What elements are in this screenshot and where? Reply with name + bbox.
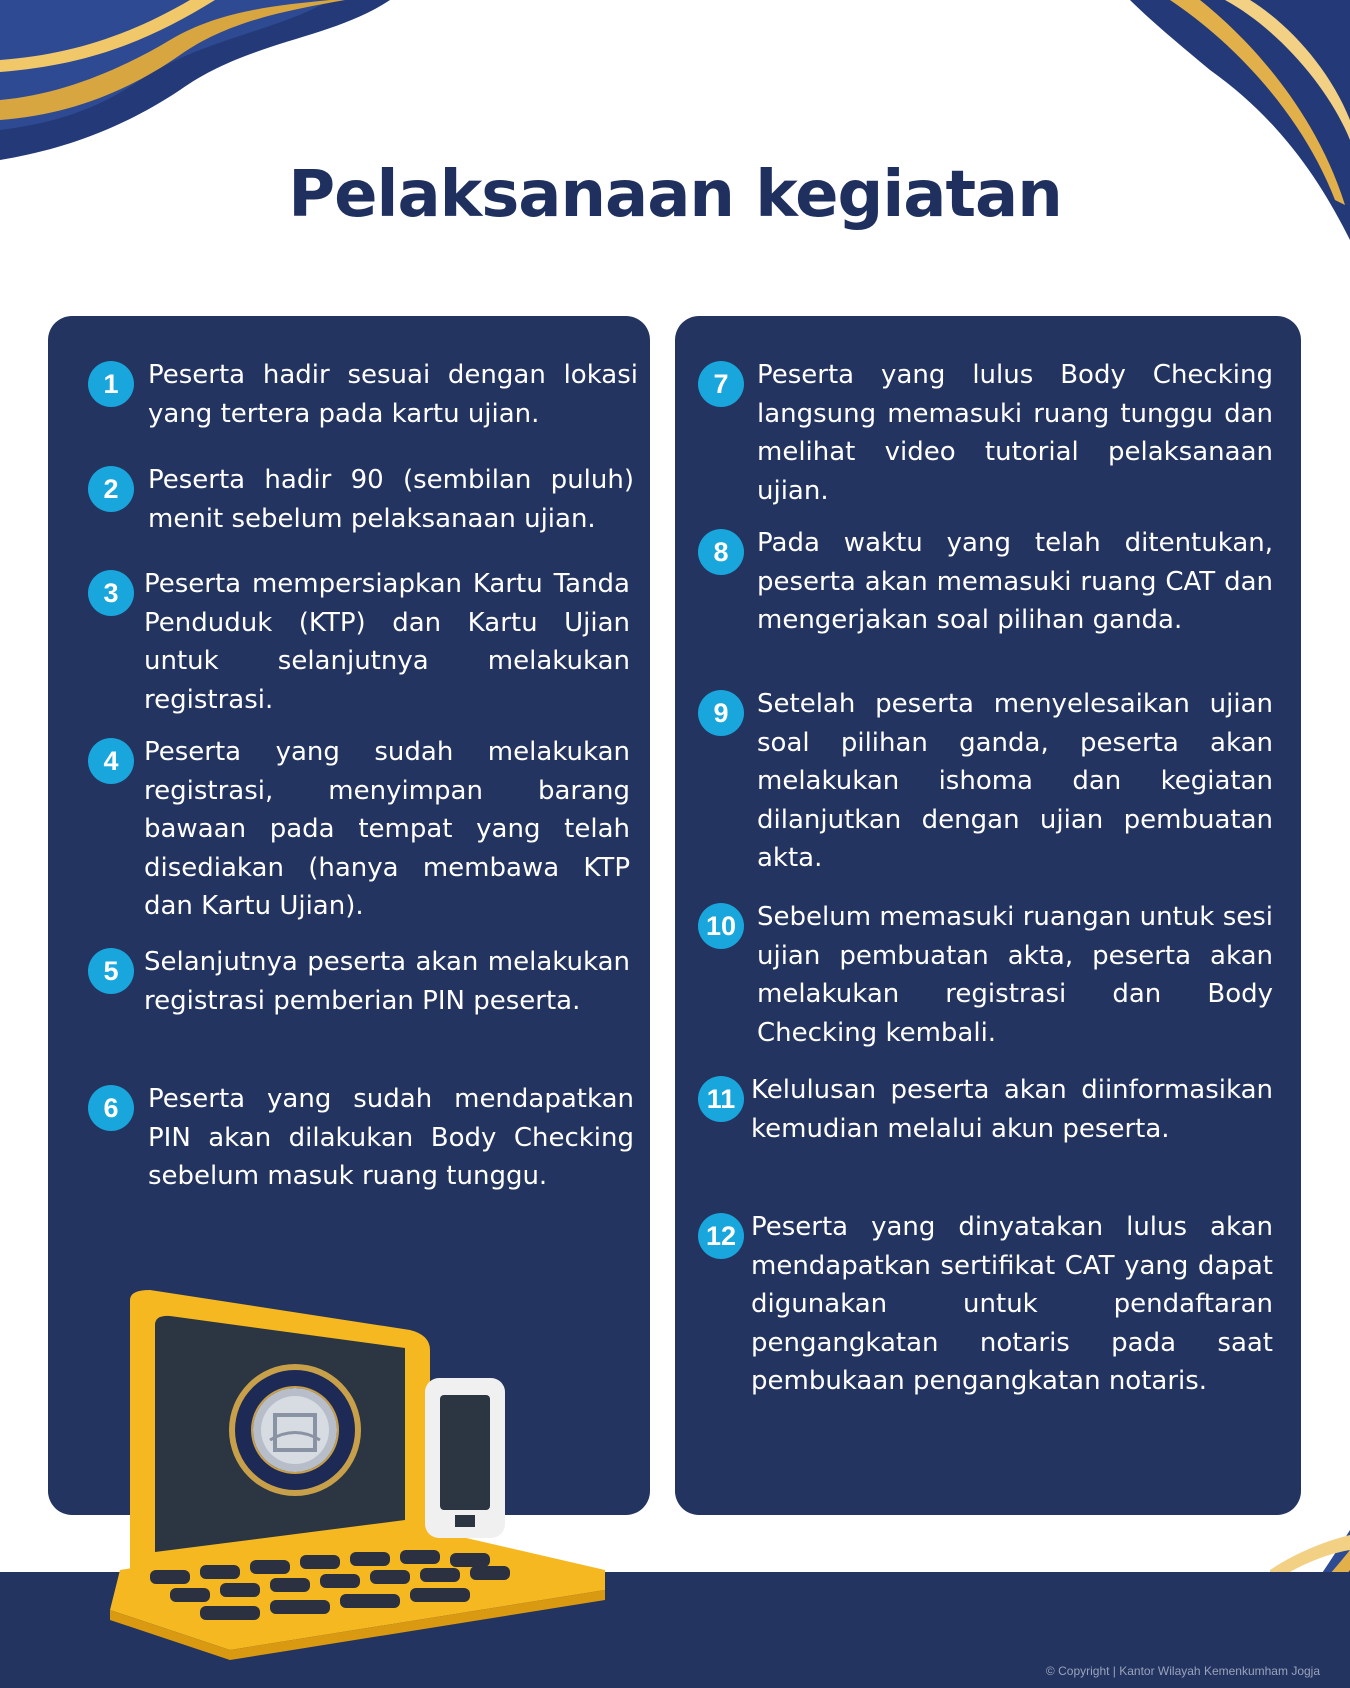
step-number-badge: 4	[88, 738, 134, 784]
step-number-badge: 3	[88, 570, 134, 616]
step-number-badge: 5	[88, 948, 134, 994]
steps-panel-right	[675, 316, 1301, 1515]
step-text: Setelah peserta menyelesaikan ujian soal pilihan ganda, peserta akan melakukan ishoma dan kegiatan dilanjutkan dengan ujian pembuatan akta.	[757, 689, 1273, 874]
step-text: Peserta yang sudah melakukan registrasi, menyimpan barang bawaan pada tempat yang telah disediakan (hanya membawa KTP dan Kartu Ujian).	[144, 737, 630, 922]
step-number-badge: 7	[698, 361, 744, 407]
step-number-badge: 6	[88, 1085, 134, 1131]
step-number-badge: 1	[88, 361, 134, 407]
step-number-badge: 9	[698, 690, 744, 736]
cat-logo-seal	[229, 1364, 361, 1496]
step-text: Selanjutnya peserta akan melakukan registrasi pemberian PIN peserta.	[144, 947, 630, 1016]
step-text: Peserta hadir sesuai dengan lokasi yang tertera pada kartu ujian.	[148, 360, 638, 429]
step-number-badge: 2	[88, 466, 134, 512]
step-text: Kelulusan peserta akan diinformasikan kemudian melalui akun peserta.	[751, 1075, 1273, 1144]
step-text: Pada waktu yang telah ditentukan, peserta akan memasuki ruang CAT dan mengerjakan soal pilihan ganda.	[757, 528, 1273, 636]
step-number-badge: 11	[698, 1076, 744, 1122]
step-text: Peserta yang dinyatakan lulus akan mendapatkan sertifikat CAT yang dapat digunakan untuk pendaftaran pengangkatan notaris pada saat pembukaan pengangkatan notaris.	[751, 1212, 1273, 1397]
step-number-badge: 12	[698, 1213, 744, 1259]
step-text: Peserta mempersiapkan Kartu Tanda Penduduk (KTP) dan Kartu Ujian untuk selanjutnya melakukan registrasi.	[144, 569, 630, 715]
step-text: Peserta yang lulus Body Checking langsung memasuki ruang tunggu dan melihat video tutorial pelaksanaan ujian.	[757, 360, 1273, 506]
step-text: Peserta yang sudah mendapatkan PIN akan dilakukan Body Checking sebelum masuk ruang tunggu.	[148, 1084, 634, 1192]
step-text: Peserta hadir 90 (sembilan puluh) menit sebelum pelaksanaan ujian.	[148, 465, 634, 534]
page-title: Pelaksanaan kegiatan	[288, 158, 1062, 232]
copyright-text: © Copyright | Kantor Wilayah Kemenkumham Jogja	[1045, 1664, 1320, 1678]
step-number-badge: 10	[698, 903, 744, 949]
step-text: Sebelum memasuki ruangan untuk sesi ujian pembuatan akta, peserta akan melakukan registrasi dan Body Checking kembali.	[757, 902, 1273, 1048]
cat-laptop-illustration	[110, 1290, 610, 1660]
step-number-badge: 8	[698, 529, 744, 575]
